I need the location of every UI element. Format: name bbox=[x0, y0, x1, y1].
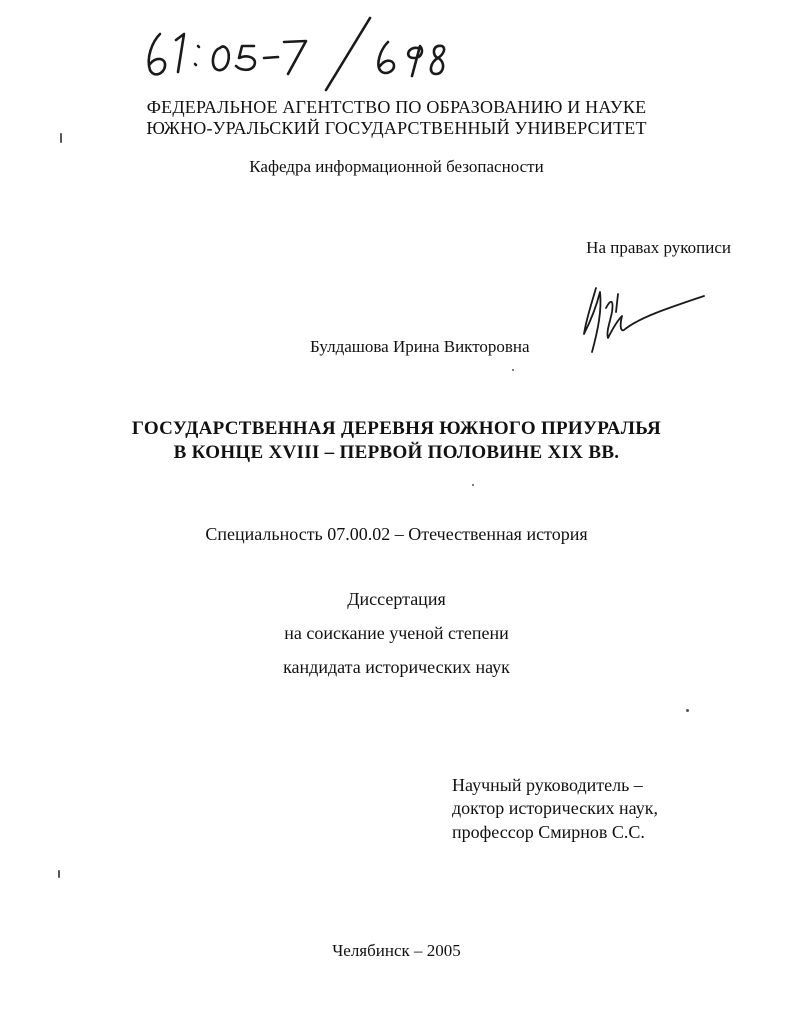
advisor-line-2: доктор исторических наук, bbox=[452, 798, 658, 818]
advisor-line-1: Научный руководитель – bbox=[452, 775, 643, 795]
dissertation-title-line-2: В КОНЦЕ XVIII – ПЕРВОЙ ПОЛОВИНЕ XIX ВВ. bbox=[173, 442, 620, 463]
city-year: Челябинск – 2005 bbox=[332, 941, 461, 960]
scan-speck bbox=[58, 870, 60, 878]
degree-line-3: кандидата исторических наук bbox=[283, 657, 510, 677]
university-name: ЮЖНО-УРАЛЬСКИЙ ГОСУДАРСТВЕННЫЙ УНИВЕРСИТЕТ bbox=[146, 118, 647, 138]
advisor-line-3: профессор Смирнов С.С. bbox=[452, 822, 645, 842]
scan-speck bbox=[512, 369, 514, 371]
manuscript-note: На правах рукописи bbox=[586, 238, 731, 257]
scan-speck bbox=[60, 133, 62, 143]
degree-line-2: на соискание ученой степени bbox=[284, 623, 509, 643]
handwritten-archive-code bbox=[138, 12, 458, 92]
author-name: Булдашова Ирина Викторовна bbox=[310, 337, 530, 356]
specialty: Специальность 07.00.02 – Отечественная история bbox=[205, 524, 588, 544]
degree-line-1: Диссертация bbox=[347, 589, 446, 609]
author-signature bbox=[578, 282, 708, 357]
department-name: Кафедра информационной безопасности bbox=[249, 157, 544, 176]
dissertation-title-line-1: ГОСУДАРСТВЕННАЯ ДЕРЕВНЯ ЮЖНОГО ПРИУРАЛЬЯ bbox=[131, 418, 662, 439]
agency-name: ФЕДЕРАЛЬНОЕ АГЕНТСТВО ПО ОБРАЗОВАНИЮ И НАУКЕ bbox=[146, 97, 647, 117]
scan-speck bbox=[472, 484, 474, 486]
scan-speck bbox=[686, 709, 689, 712]
